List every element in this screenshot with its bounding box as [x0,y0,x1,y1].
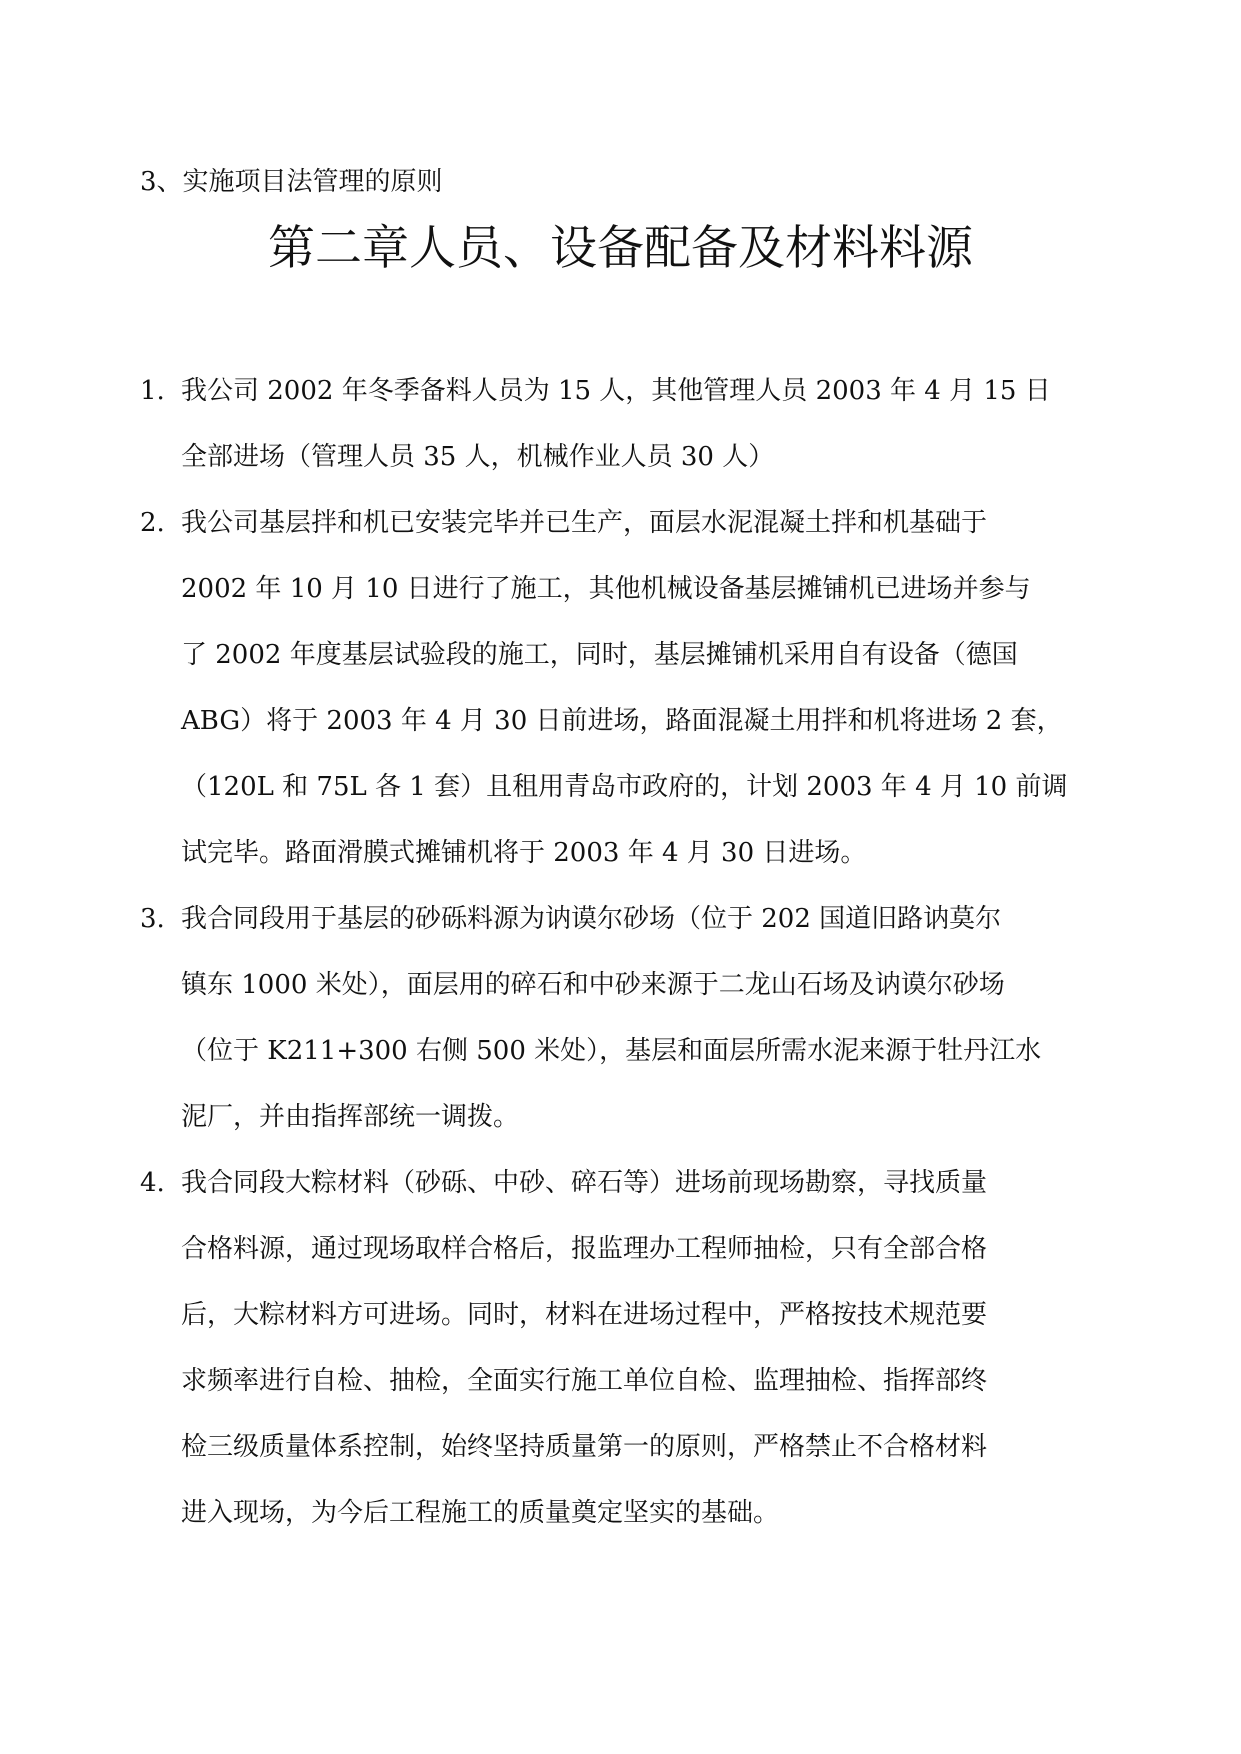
paragraph-line: 试完毕。路面滑膜式摊铺机将于 2003 年 4 月 30 日进场。 [181,838,867,868]
section-heading: 3、实施项目法管理的原则 [140,167,443,197]
chapter-title: 第二章人员、设备配备及材料料源 [268,221,973,276]
paragraph-line: 我合同段用于基层的砂砾料源为讷谟尔砂场（位于 202 国道旧路讷莫尔 [181,904,1002,934]
paragraph-line: 全部进场（管理人员 35 人，机械作业人员 30 人） [181,442,775,472]
paragraph-line: （120L 和 75L 各 1 套）且租用青岛市政府的，计划 2003 年 4 月 10 前调 [181,772,1068,802]
paragraph-line: 求频率进行自检、抽检，全面实行施工单位自检、监理抽检、指挥部终 [181,1366,988,1396]
paragraph-line: 后，大粽材料方可进场。同时，材料在进场过程中，严格按技术规范要 [181,1300,988,1330]
paragraph-line: （位于 K211+300 右侧 500 米处），基层和面层所需水泥来源于牡丹江水 [181,1036,1042,1066]
paragraph-line: 进入现场，为今后工程施工的质量奠定坚实的基础。 [181,1498,780,1528]
list-item [140,886,1100,1150]
paragraph-line: ABG）将于 2003 年 4 月 30 日前进场，路面混凝土用拌和机将进场 2 套， [181,706,1063,736]
paragraph-line: 2002 年 10 月 10 日进行了施工，其他机械设备基层摊铺机已进场并参与 [181,574,1031,604]
paragraph-line: 我公司 2002 年冬季备料人员为 15 人，其他管理人员 2003 年 4 月 15 日 [181,376,1051,406]
paragraph-line: 我公司基层拌和机已安装完毕并已生产，面层水泥混凝土拌和机基础于 [181,508,988,538]
paragraph-line: 检三级质量体系控制，始终坚持质量第一的原则，严格禁止不合格材料 [181,1432,988,1462]
list-item-number: 2. [140,508,165,538]
list-item-number: 1. [140,376,165,406]
paragraph-line: 合格料源，通过现场取样合格后，报监理办工程师抽检，只有全部合格 [181,1234,988,1264]
list-item-number: 4. [140,1168,165,1198]
list-item [140,1150,1100,1546]
list-item-number: 3. [140,904,165,934]
list-item [140,358,1100,490]
list-item [140,490,1100,886]
paragraph-line: 我合同段大粽材料（砂砾、中砂、碎石等）进场前现场勘察，寻找质量 [181,1168,988,1198]
paragraph-line: 镇东 1000 米处），面层用的碎石和中砂来源于二龙山石场及讷谟尔砂场 [181,970,1005,1000]
numbered-list [140,358,1100,1546]
paragraph-line: 了 2002 年度基层试验段的施工，同时，基层摊铺机采用自有设备（德国 [181,640,1018,670]
paragraph-line: 泥厂，并由指挥部统一调拨。 [181,1102,520,1132]
